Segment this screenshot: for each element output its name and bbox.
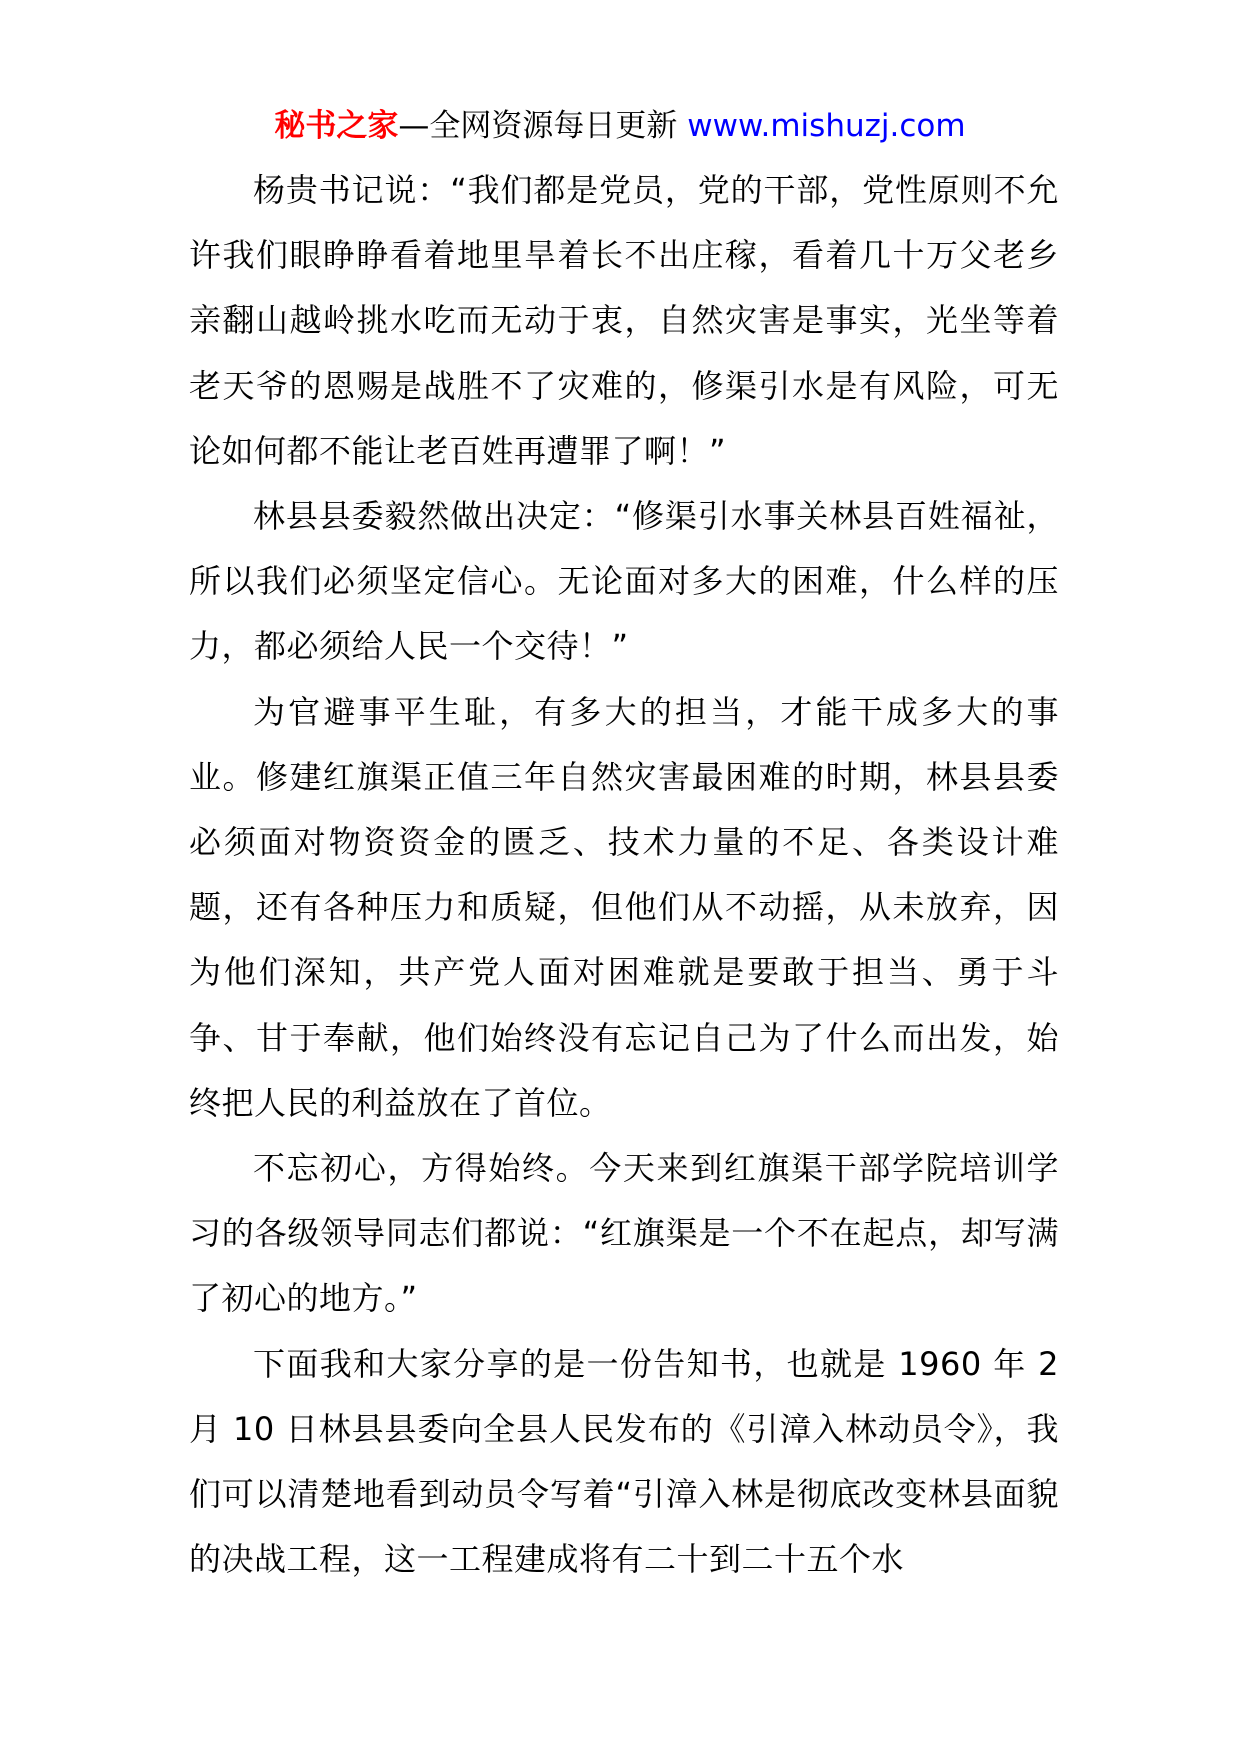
document-body (189, 158, 1059, 1592)
site-brand: 秘书之家 (274, 108, 399, 144)
paragraph: 不忘初心，方得始终。今天来到红旗渠干部学院培训学习的各级领导同志们都说：“红旗渠是一个不在起点，却写满了初心的地方。” (189, 1149, 1059, 1318)
paragraph: 为官避事平生耻，有多大的担当，才能干成多大的事业。修建红旗渠正值三年自然灾害最困难的时期，林县县委必须面对物资资金的匮乏、技术力量的不足、各类设计难题，还有各种压力和质疑，但他们从不动摇，从未放弃，因为他们深知，共产党人面对困难就是要敢于担当、勇于斗争、甘于奉献，他们始终没有忘记自己为了什么而出发，始终把人民的利益放在了首位。 (189, 692, 1059, 1122)
site-header (0, 104, 1240, 148)
paragraph: 林县县委毅然做出决定：“修渠引水事关林县百姓福祉，所以我们必须坚定信心。无论面对多大的困难，什么样的压力，都必须给人民一个交待！” (189, 497, 1059, 666)
paragraph: 杨贵书记说：“我们都是党员，党的干部，党性原则不允许我们眼睁睁看着地里旱着长不出庄稼，看着几十万父老乡亲翻山越岭挑水吃而无动于衷，自然灾害是事实，光坐等着老天爷的恩赐是战胜不了灾难的，修渠引水是有风险，可无论如何都不能让老百姓再遭罪了啊！” (189, 171, 1059, 470)
site-url-link[interactable]: www.mishuzj.com (687, 108, 966, 144)
site-tagline: —全网资源每日更新 (398, 108, 688, 144)
paragraph: 下面我和大家分享的是一份告知书，也就是 1960 年 2 月 10 日林县县委向全县人民发布的《引漳入林动员令》，我们可以清楚地看到动员令写着“引漳入林是彻底改变林县面貌的决战工程，这一工程建成将有二十到二十五个水 (189, 1344, 1059, 1579)
